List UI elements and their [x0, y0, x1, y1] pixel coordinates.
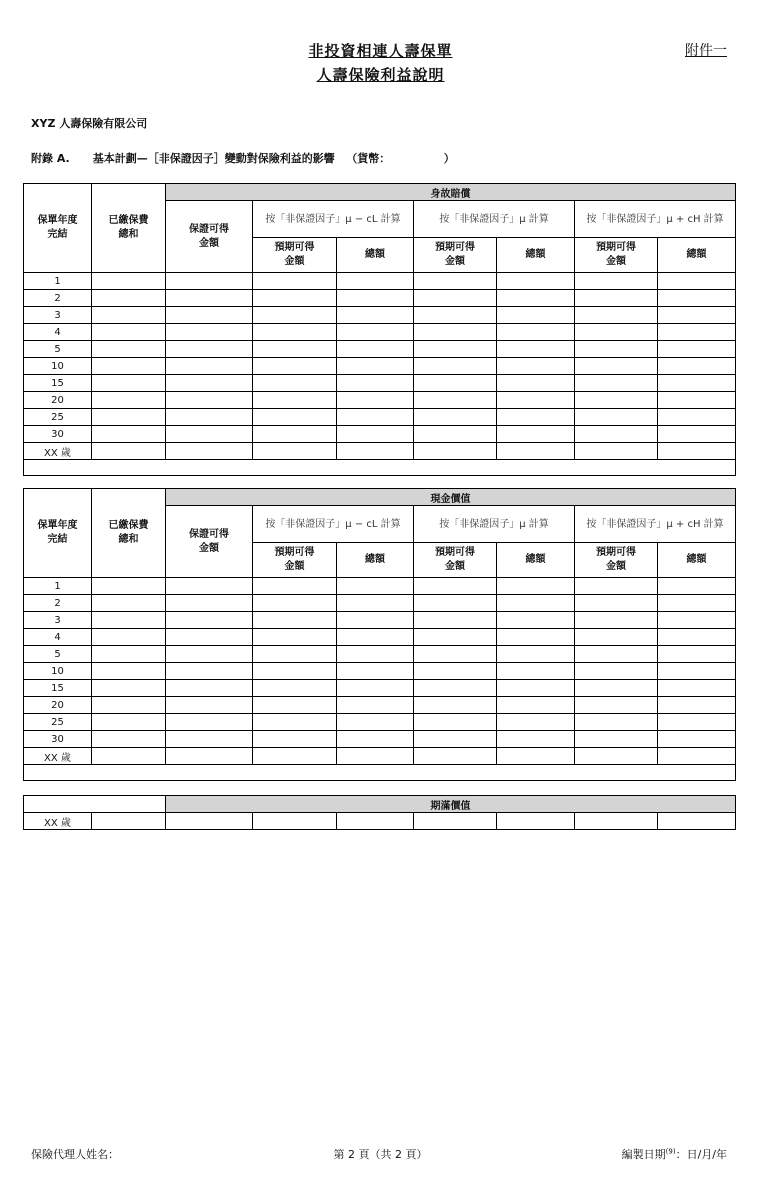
table-cell — [253, 426, 337, 443]
table-cell — [497, 612, 575, 629]
table-cell — [253, 748, 337, 765]
table-cell — [497, 392, 575, 409]
table-cell — [414, 714, 497, 731]
table-cell — [414, 409, 497, 426]
row-label: XX 歲 — [24, 443, 92, 460]
table-cell — [414, 612, 497, 629]
header-guaranteed: 保證可得金額 — [166, 201, 253, 273]
table-cell — [92, 290, 166, 307]
table-cell — [166, 697, 253, 714]
table-cell — [414, 680, 497, 697]
table-cell — [92, 341, 166, 358]
row-label: 2 — [24, 595, 92, 612]
table-cell — [414, 426, 497, 443]
table-cell — [253, 375, 337, 392]
table-row — [24, 307, 736, 324]
compile-date-footnote: (9) — [665, 1147, 676, 1156]
table-cell — [658, 290, 736, 307]
table-cell — [253, 341, 337, 358]
table-cell — [166, 663, 253, 680]
table-cell — [92, 358, 166, 375]
table-cell — [658, 409, 736, 426]
header-projected: 預期可得金額 — [253, 238, 337, 273]
table-cell — [658, 358, 736, 375]
table-cell — [575, 443, 658, 460]
appendix-subtitle: 附錄 A. 基本計劃—［非保證因子］變動對保險利益的影響 （貨幣： ） — [31, 152, 455, 165]
table-cell — [166, 273, 253, 290]
section-cash-value: 現金價值 — [166, 489, 736, 506]
table-cell — [166, 307, 253, 324]
table-cell — [414, 578, 497, 595]
table-row — [24, 578, 736, 595]
table-cell — [497, 273, 575, 290]
table-cell — [658, 443, 736, 460]
table-cell — [658, 426, 736, 443]
table-cell — [414, 813, 497, 830]
table-cell — [253, 409, 337, 426]
header-total: 總額 — [337, 543, 414, 578]
table-cell — [575, 324, 658, 341]
table-cell — [166, 409, 253, 426]
table-row — [24, 273, 736, 290]
table-cell — [414, 358, 497, 375]
table-cell — [253, 358, 337, 375]
table-row — [24, 392, 736, 409]
table-cell — [337, 290, 414, 307]
table-cell — [92, 629, 166, 646]
table-cell — [575, 358, 658, 375]
table-cell — [575, 663, 658, 680]
header-scenario-high: 按「非保證因子」μ + cH 計算 — [575, 506, 736, 543]
header-premiums-paid: 已繳保費總和 — [92, 489, 166, 578]
table-row — [24, 358, 736, 375]
table-cell — [575, 307, 658, 324]
table-cell — [166, 629, 253, 646]
table-cell — [658, 273, 736, 290]
table-cell — [92, 612, 166, 629]
table-cell — [166, 748, 253, 765]
header-scenario-low: 按「非保證因子」μ − cL 計算 — [253, 506, 414, 543]
header-premiums-paid: 已繳保費總和 — [92, 184, 166, 273]
table-cell — [92, 663, 166, 680]
table-cell — [497, 409, 575, 426]
table-cell — [253, 663, 337, 680]
table-cell — [658, 731, 736, 748]
table-cell — [658, 646, 736, 663]
table-cell — [337, 595, 414, 612]
row-label: 15 — [24, 375, 92, 392]
row-label: 4 — [24, 324, 92, 341]
table-cell — [658, 612, 736, 629]
table-cell — [253, 595, 337, 612]
table-cell — [575, 612, 658, 629]
table-cell — [414, 307, 497, 324]
table-cell — [166, 714, 253, 731]
table-cell — [497, 426, 575, 443]
table-cell — [575, 680, 658, 697]
table-cell — [658, 663, 736, 680]
compile-date — [622, 1146, 727, 1162]
table-cell — [166, 578, 253, 595]
table-cell — [414, 392, 497, 409]
table-cell — [337, 409, 414, 426]
table-cell — [92, 595, 166, 612]
table-cell — [575, 375, 658, 392]
row-label: 10 — [24, 358, 92, 375]
table-cell — [253, 273, 337, 290]
table-cell — [166, 324, 253, 341]
row-label: 1 — [24, 578, 92, 595]
table-cell — [414, 697, 497, 714]
table-cell — [414, 663, 497, 680]
table-cell — [497, 324, 575, 341]
table-row — [24, 646, 736, 663]
header-policy-year: 保單年度完結 — [24, 184, 92, 273]
table-row — [24, 731, 736, 748]
table-cell — [575, 714, 658, 731]
compile-date-value: ：日/月/年 — [675, 1148, 727, 1161]
row-label: 2 — [24, 290, 92, 307]
table-cell — [92, 426, 166, 443]
compile-date-label: 編製日期 — [621, 1148, 666, 1161]
table-row — [24, 748, 736, 765]
table-cell — [658, 341, 736, 358]
table-cell — [92, 273, 166, 290]
table-cell — [658, 578, 736, 595]
table-cell — [575, 813, 658, 830]
table-cell — [414, 290, 497, 307]
section-death-benefit: 身故賠償 — [166, 184, 736, 201]
table-cell — [497, 680, 575, 697]
table-cell — [166, 731, 253, 748]
table-cell — [414, 375, 497, 392]
row-label: 5 — [24, 341, 92, 358]
table-row — [24, 612, 736, 629]
table-cell — [337, 375, 414, 392]
table-cell — [414, 646, 497, 663]
table-cell — [575, 629, 658, 646]
section-maturity-value: 期滿價值 — [166, 796, 736, 813]
table-cell — [337, 663, 414, 680]
table-cell — [166, 358, 253, 375]
header-projected: 預期可得金額 — [414, 238, 497, 273]
table-cell — [497, 595, 575, 612]
table-cell — [658, 697, 736, 714]
table-cell — [253, 324, 337, 341]
table-cell — [337, 748, 414, 765]
table-cell — [575, 646, 658, 663]
table-cell — [337, 578, 414, 595]
table-row — [24, 341, 736, 358]
table-cell — [575, 341, 658, 358]
table-cell — [658, 392, 736, 409]
table-cell — [92, 646, 166, 663]
table-row — [24, 680, 736, 697]
table-cell — [497, 663, 575, 680]
table-cell — [253, 680, 337, 697]
table-cell — [92, 714, 166, 731]
table-cell — [92, 731, 166, 748]
table-cell — [166, 426, 253, 443]
table-cell — [497, 341, 575, 358]
table-cell — [337, 714, 414, 731]
header-total: 總額 — [497, 543, 575, 578]
company-name: XYZ 人壽保險有限公司 — [31, 117, 148, 130]
table-row — [24, 426, 736, 443]
table-cell — [166, 443, 253, 460]
table-cell — [414, 273, 497, 290]
table-row — [24, 375, 736, 392]
document-title-line1: 非投資相連人壽保單 — [308, 42, 453, 60]
spacer-row — [24, 765, 736, 781]
table-cell — [253, 629, 337, 646]
row-label: 25 — [24, 714, 92, 731]
header-projected: 預期可得金額 — [575, 543, 658, 578]
table-cell — [575, 426, 658, 443]
table-cell — [166, 646, 253, 663]
table-cell — [337, 426, 414, 443]
table-cell — [253, 443, 337, 460]
table-cell — [337, 680, 414, 697]
table-cell — [253, 612, 337, 629]
maturity-header-blank — [24, 796, 166, 813]
maturity-value-table — [23, 795, 736, 830]
table-cell — [337, 392, 414, 409]
table-cell — [497, 375, 575, 392]
annex-label: 附件一 — [685, 43, 727, 59]
death-benefit-rows — [24, 273, 736, 460]
table-cell — [253, 392, 337, 409]
table-cell — [166, 595, 253, 612]
table-cell — [658, 813, 736, 830]
table-row — [24, 443, 736, 460]
table-row — [24, 595, 736, 612]
agent-name-label: 保險代理人姓名： — [31, 1148, 119, 1161]
table-row — [24, 409, 736, 426]
table-cell — [337, 629, 414, 646]
table-cell — [253, 697, 337, 714]
table-cell — [575, 697, 658, 714]
row-label: 10 — [24, 663, 92, 680]
header-total: 總額 — [497, 238, 575, 273]
cash-value-rows — [24, 578, 736, 765]
table-cell — [658, 629, 736, 646]
table-cell — [658, 714, 736, 731]
table-cell — [92, 748, 166, 765]
table-cell — [575, 748, 658, 765]
table-row — [24, 290, 736, 307]
table-cell — [414, 341, 497, 358]
table-cell — [92, 813, 166, 830]
table-row — [24, 324, 736, 341]
page-number: 第 2 頁（共 2 頁） — [333, 1148, 428, 1161]
table-cell — [253, 813, 337, 830]
table-cell — [92, 307, 166, 324]
table-row — [24, 714, 736, 731]
table-cell — [497, 748, 575, 765]
table-cell — [337, 307, 414, 324]
table-cell — [658, 680, 736, 697]
table-cell — [166, 392, 253, 409]
table-cell — [575, 392, 658, 409]
row-label: 30 — [24, 731, 92, 748]
table-cell — [337, 273, 414, 290]
table-cell — [253, 646, 337, 663]
table-cell — [166, 341, 253, 358]
table-cell — [253, 307, 337, 324]
header-policy-year: 保單年度完結 — [24, 489, 92, 578]
table-cell — [497, 813, 575, 830]
cash-value-table — [23, 488, 736, 781]
table-cell — [575, 273, 658, 290]
table-cell — [414, 324, 497, 341]
row-label: 20 — [24, 697, 92, 714]
table-cell — [658, 375, 736, 392]
row-label: 3 — [24, 612, 92, 629]
table-cell — [166, 813, 253, 830]
table-cell — [497, 290, 575, 307]
table-cell — [92, 680, 166, 697]
table-cell — [92, 697, 166, 714]
table-cell — [337, 646, 414, 663]
table-cell — [337, 813, 414, 830]
table-cell — [92, 578, 166, 595]
table-cell — [414, 731, 497, 748]
table-cell — [337, 324, 414, 341]
header-projected: 預期可得金額 — [253, 543, 337, 578]
table-row — [24, 629, 736, 646]
table-cell — [575, 409, 658, 426]
table-cell — [497, 307, 575, 324]
table-cell — [92, 409, 166, 426]
death-benefit-table — [23, 183, 736, 476]
table-cell — [497, 731, 575, 748]
table-cell — [253, 714, 337, 731]
table-cell — [92, 375, 166, 392]
table-cell — [166, 375, 253, 392]
table-cell — [337, 731, 414, 748]
header-projected: 預期可得金額 — [575, 238, 658, 273]
header-scenario-low: 按「非保證因子」μ − cL 計算 — [253, 201, 414, 238]
table-cell — [414, 443, 497, 460]
row-label: XX 歲 — [24, 748, 92, 765]
table-cell — [337, 341, 414, 358]
table-cell — [92, 324, 166, 341]
table-cell — [575, 731, 658, 748]
table-cell — [497, 629, 575, 646]
table-cell — [414, 595, 497, 612]
row-label: 30 — [24, 426, 92, 443]
header-scenario-mid: 按「非保證因子」μ 計算 — [414, 506, 575, 543]
table-cell — [497, 646, 575, 663]
table-cell — [575, 578, 658, 595]
table-cell — [337, 697, 414, 714]
table-cell — [92, 392, 166, 409]
row-label: 25 — [24, 409, 92, 426]
table-cell — [497, 443, 575, 460]
row-label: 15 — [24, 680, 92, 697]
table-cell — [497, 578, 575, 595]
header-total: 總額 — [658, 543, 736, 578]
table-cell — [166, 680, 253, 697]
row-label: 20 — [24, 392, 92, 409]
document-title-line2: 人壽保險利益說明 — [316, 66, 445, 84]
table-cell — [658, 748, 736, 765]
table-cell — [658, 307, 736, 324]
header-guaranteed: 保證可得金額 — [166, 506, 253, 578]
table-row — [24, 697, 736, 714]
maturity-row-label: XX 歲 — [24, 813, 92, 830]
row-label: 5 — [24, 646, 92, 663]
table-cell — [337, 358, 414, 375]
table-cell — [337, 612, 414, 629]
table-cell — [658, 595, 736, 612]
table-cell — [497, 697, 575, 714]
header-total: 總額 — [337, 238, 414, 273]
table-cell — [253, 578, 337, 595]
table-row — [24, 663, 736, 680]
table-cell — [497, 358, 575, 375]
table-cell — [253, 290, 337, 307]
header-scenario-high: 按「非保證因子」μ + cH 計算 — [575, 201, 736, 238]
row-label: 3 — [24, 307, 92, 324]
table-cell — [92, 443, 166, 460]
table-cell — [414, 748, 497, 765]
table-cell — [658, 324, 736, 341]
table-cell — [414, 629, 497, 646]
table-cell — [166, 612, 253, 629]
header-projected: 預期可得金額 — [414, 543, 497, 578]
table-cell — [337, 443, 414, 460]
table-cell — [497, 714, 575, 731]
header-total: 總額 — [658, 238, 736, 273]
header-scenario-mid: 按「非保證因子」μ 計算 — [414, 201, 575, 238]
table-cell — [575, 595, 658, 612]
spacer-row — [24, 460, 736, 476]
table-cell — [575, 290, 658, 307]
row-label: 1 — [24, 273, 92, 290]
row-label: 4 — [24, 629, 92, 646]
table-cell — [253, 731, 337, 748]
table-cell — [166, 290, 253, 307]
